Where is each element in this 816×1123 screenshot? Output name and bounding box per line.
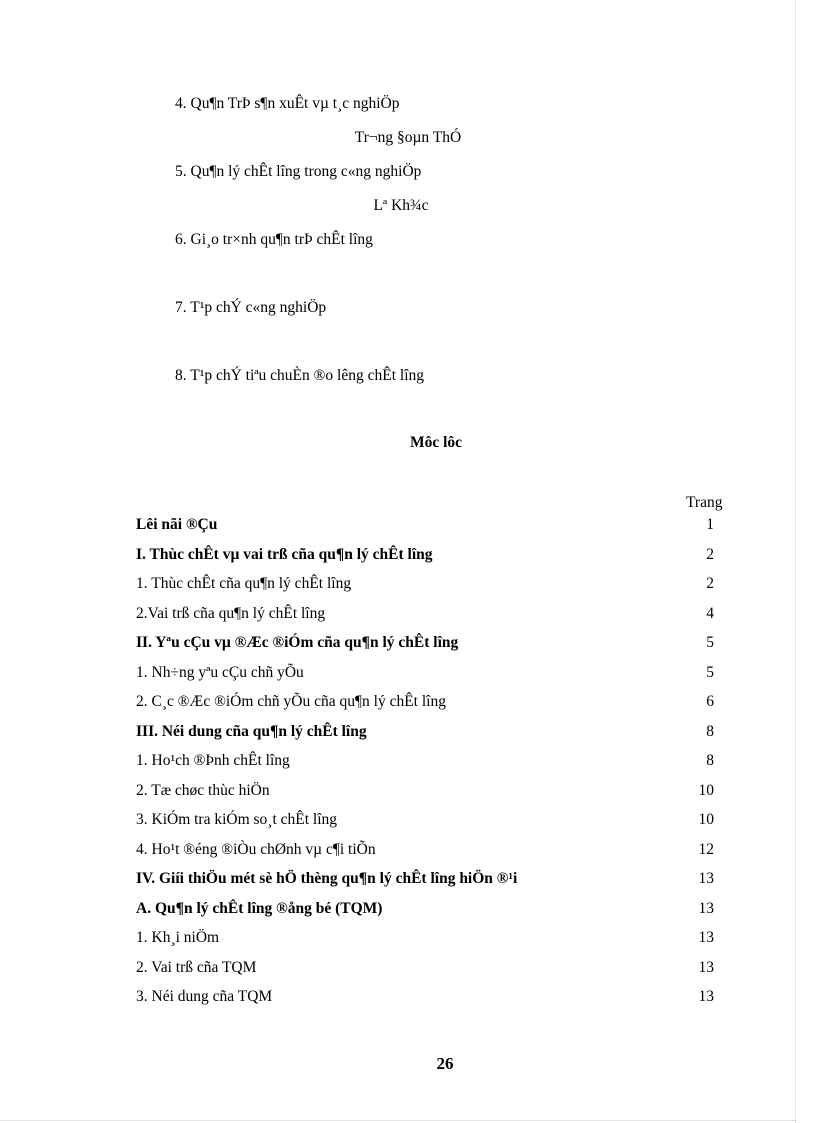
toc-entry — [136, 988, 726, 1018]
page-edge-bottom — [0, 1120, 795, 1121]
toc-entry-text: 3. KiÓm tra kiÓm so¸t chÊt lîng — [136, 811, 338, 828]
toc-entry-page: 2 — [706, 545, 714, 563]
toc-entry — [136, 929, 726, 959]
toc-entry-text: Lêi nãi ®Çu — [136, 516, 218, 533]
toc-entry-page: 13 — [698, 988, 714, 1005]
toc-entry — [136, 516, 726, 546]
toc-entry-text: 2. Tæ chøc thùc hiÖn — [136, 781, 270, 799]
toc-entry — [136, 959, 726, 989]
toc-entry-text: IV. Giíi thiÖu mét sè hÖ thèng qu¶n lý chÊt lîng hiÖn ®¹i — [136, 870, 518, 887]
reference-title: 4. Qu¶n TrÞ s¶n xuÊt vµ t¸c nghiÖp — [175, 95, 400, 112]
toc-entry-text: 1. Kh¸i niÖm — [136, 929, 220, 946]
toc-title: Môc lôc — [409, 434, 463, 451]
toc-entry-page: 8 — [706, 752, 714, 769]
toc-entry-text: II. Yªu cÇu vµ ®Æc ®iÓm cña qu¶n lý chÊt lîng — [136, 634, 459, 651]
reference-title: 5. Qu¶n lý chÊt lîng trong c«ng nghiÖp — [175, 163, 422, 180]
toc-entry-page: 6 — [706, 693, 714, 710]
toc-entry — [136, 693, 726, 723]
toc-entry-text: A. Qu¶n lý chÊt lîng ®ång bé (TQM) — [136, 899, 383, 917]
toc-entry-page: 8 — [706, 722, 714, 740]
toc-entry-text: 1. Ho¹ch ®Þnh chÊt lîng — [136, 752, 290, 769]
toc-entry-text: I. Thùc chÊt vµ vai trß cña qu¶n lý chÊt lîng — [136, 545, 433, 563]
toc-entry — [136, 546, 726, 576]
toc-entry-text: 3. Néi dung cña TQM — [136, 988, 273, 1005]
reference-author: Tr¬ng §oµn ThÓ — [354, 129, 462, 146]
page-number: 26 — [436, 1054, 454, 1073]
toc-entry-page: 13 — [698, 899, 714, 917]
toc-entry-text: 4. Ho¹t ®éng ®iÒu chØnh vµ c¶i tiÕn — [136, 840, 376, 858]
toc-entry-page: 4 — [706, 604, 714, 622]
toc-entry — [136, 870, 726, 900]
toc-list — [136, 516, 726, 1018]
toc-entry-page: 12 — [698, 840, 714, 858]
toc-entry — [136, 605, 726, 635]
toc-entry-page: 10 — [698, 811, 714, 828]
toc-entry-text: 1. Thùc chÊt cña qu¶n lý chÊt lîng — [136, 575, 352, 592]
toc-entry-page: 2 — [706, 575, 714, 592]
reference-title: 6. Gi¸o tr×nh qu¶n trÞ chÊt lîng — [175, 231, 373, 248]
toc-entry — [136, 634, 726, 664]
toc-entry-page: 10 — [698, 781, 714, 799]
toc-entry — [136, 664, 726, 694]
toc-entry — [136, 811, 726, 841]
toc-entry-text: 2. Vai trß cña TQM — [136, 958, 257, 976]
reference-title: 8. T¹p chÝ tiªu chuÈn ®o lêng chÊt lîng — [175, 367, 424, 384]
toc-entry — [136, 752, 726, 782]
page-edge-right — [795, 0, 796, 1123]
toc-entry-page: 1 — [706, 516, 714, 533]
toc-entry-text: III. Néi dung cña qu¶n lý chÊt lîng — [136, 722, 367, 740]
toc-entry — [136, 900, 726, 930]
toc-entry-text: 2. C¸c ®Æc ®iÓm chñ yÕu cña qu¶n lý chÊt lîng — [136, 693, 446, 710]
toc-entry — [136, 841, 726, 871]
reference-title: 7. T¹p chÝ c«ng nghiÖp — [175, 299, 327, 316]
toc-page-column-label: Trang — [686, 494, 723, 511]
toc-entry-page: 5 — [706, 634, 714, 651]
toc-entry-page: 5 — [706, 663, 714, 681]
toc-entry — [136, 575, 726, 605]
reference-author: Lª Kh¾c — [373, 197, 429, 214]
toc-entry — [136, 723, 726, 753]
toc-entry-page: 13 — [698, 929, 714, 946]
toc-entry-page: 13 — [698, 958, 714, 976]
toc-entry — [136, 782, 726, 812]
toc-entry-text: 1. Nh÷ng yªu cÇu chñ yÕu — [136, 663, 304, 681]
toc-entry-text: 2.Vai trß cña qu¶n lý chÊt lîng — [136, 604, 326, 622]
toc-entry-page: 13 — [698, 870, 714, 887]
